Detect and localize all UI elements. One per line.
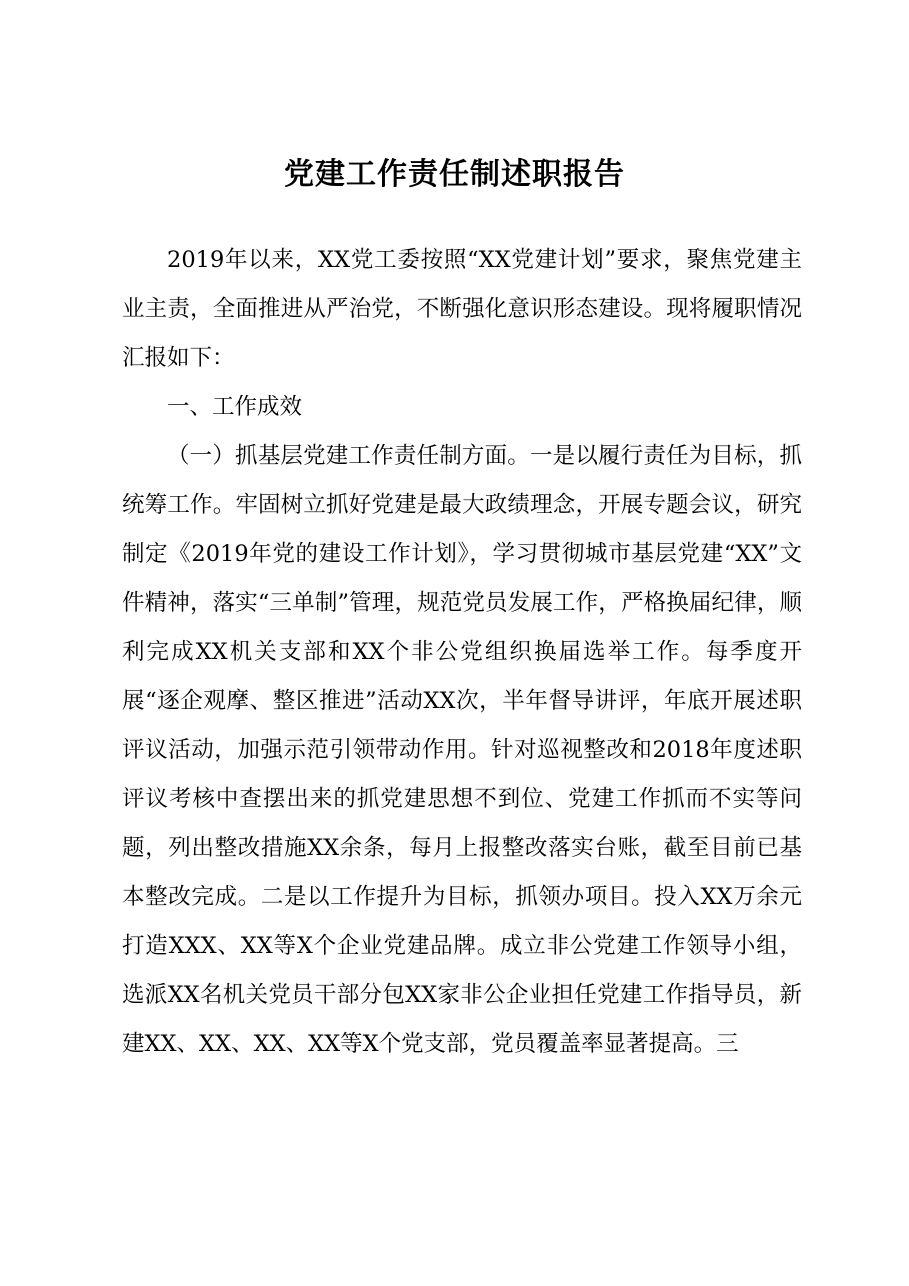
- subsection-paragraph: （一）抓基层党建工作责任制方面。一是以履行责任为目标，抓统筹工作。牢固树立抓好党建是最大政绩理念，开展专题会议，研究制定《2019年党的建设工作计划》，学习贯彻城市基层党建“XX”文件精神，落实“三单制”管理，规范党员发展工作，严格换届纪律，顺利完成XX机关支部和XX个非公党组织换届选举工作。每季度开展“逐企观摩、整区推进”活动XX次，半年督导讲评，年底开展述职评议活动，加强示范引领带动作用。针对巡视整改和2018年度述职评议考核中查摆出来的抓党建思想不到位、党建工作抓而不实等问题，列出整改措施XX余条，每月上报整改落实台账，截至目前已基本整改完成。二是以工作提升为目标，抓领办项目。投入XX万余元打造XXX、XX等X个企业党建品牌。成立非公党建工作领导小组，选派XX名机关党员干部分包XX家非公企业担任党建工作指导员，新建XX、XX、XX、XX等X个党支部，党员覆盖率显著提高。三: [122, 443, 802, 1057]
- section-heading: 一、工作成效: [167, 394, 303, 420]
- intro-paragraph: 2019年以来，XX党工委按照“XX党建计划”要求，聚焦党建主业主责，全面推进从严治党，不断强化意识形态建设。现将履职情况汇报如下：: [122, 247, 802, 371]
- document-body: [122, 236, 802, 1069]
- document-title: 党建工作责任制述职报告: [284, 157, 625, 192]
